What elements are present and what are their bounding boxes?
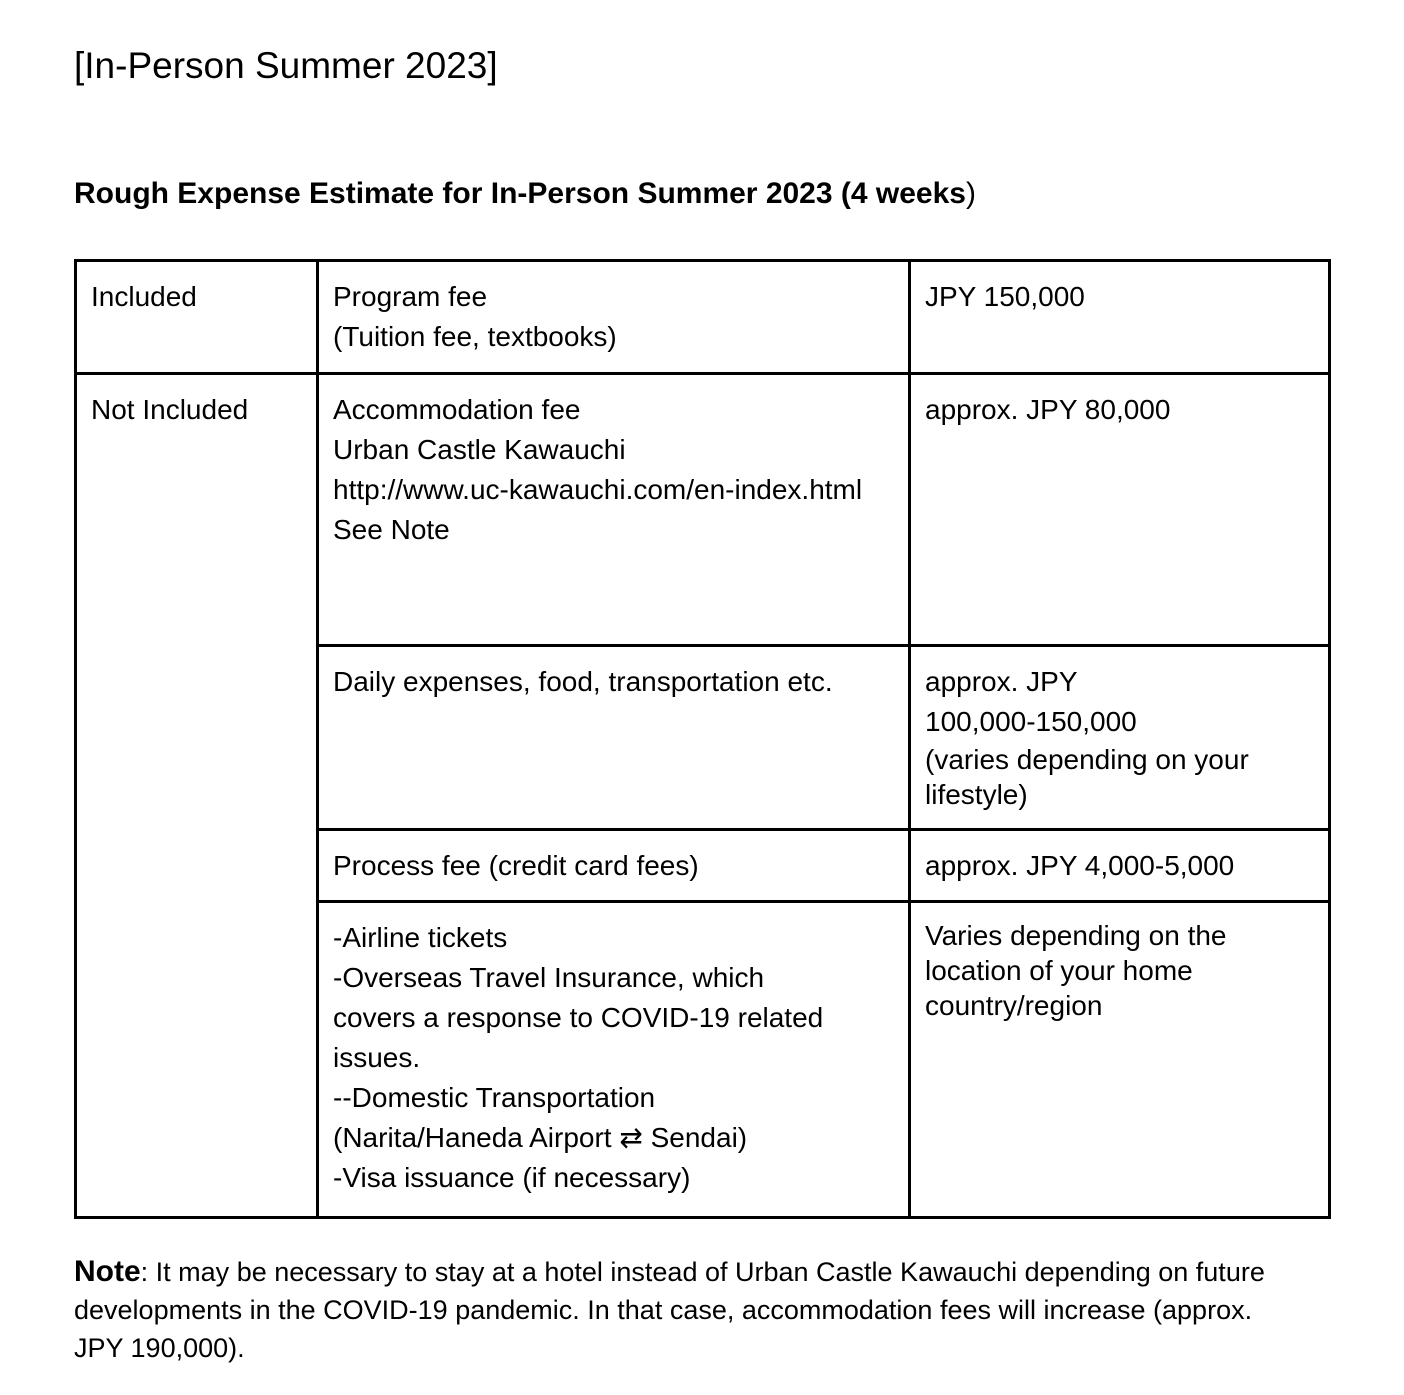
- category-not-included: [76, 374, 318, 1218]
- cost-line: approx. JPY: [925, 666, 1078, 697]
- page-title: [In-Person Summer 2023]: [74, 45, 498, 86]
- description-line: Process fee (credit card fees): [333, 850, 699, 881]
- expense-table: [74, 259, 1331, 1219]
- description-line: See Note: [333, 514, 450, 545]
- cost-line: approx. JPY 80,000: [925, 394, 1171, 425]
- description-line: covers a response to COVID-19 related: [333, 1002, 824, 1033]
- item-description: [318, 902, 910, 1218]
- table-heading-bold: Rough Expense Estimate for In-Person Summer 2023 (4 weeks: [74, 177, 966, 210]
- cost-line: location of your home: [925, 955, 1193, 986]
- cost-line: JPY 150,000: [925, 281, 1085, 312]
- category-label: Not Included: [91, 394, 249, 425]
- note-label: Note: [74, 1255, 141, 1288]
- item-description: [318, 374, 910, 646]
- cost-line: 100,000-150,000: [925, 706, 1137, 737]
- item-cost: [910, 902, 1330, 1218]
- item-cost: [910, 374, 1330, 646]
- table-heading: [74, 175, 976, 213]
- description-line: Program fee: [333, 281, 488, 312]
- category-label: Included: [91, 281, 197, 312]
- description-line: (Tuition fee, textbooks): [333, 321, 617, 352]
- description-line: -Airline tickets: [333, 922, 508, 953]
- cost-line: Varies depending on the: [925, 920, 1227, 951]
- item-description: [318, 261, 910, 374]
- description-line: Accommodation fee: [333, 394, 581, 425]
- item-description: [318, 830, 910, 902]
- note-text: : It may be necessary to stay at a hotel instead of Urban Castle Kawauchi depending on future developments in the COVID-19 pandemic. In that case, accommodation fees will increase (approx. JPY 190,000).: [74, 1257, 1265, 1363]
- cost-line: approx. JPY 4,000-5,000: [925, 850, 1235, 881]
- cost-line: (varies depending on your: [925, 744, 1249, 775]
- table-heading-tail: ): [965, 177, 976, 210]
- cost-line: lifestyle): [925, 779, 1028, 810]
- description-line: issues.: [333, 1042, 421, 1073]
- category-included: [76, 261, 318, 374]
- table-row: [76, 374, 1330, 646]
- description-line: --Domestic Transportation: [333, 1082, 656, 1113]
- description-line: -Overseas Travel Insurance, which: [333, 962, 765, 993]
- description-line: (Narita/Haneda Airport ⇄ Sendai): [333, 1122, 748, 1153]
- item-cost: [910, 830, 1330, 902]
- accommodation-link[interactable]: http://www.uc-kawauchi.com/en-index.html: [333, 474, 863, 505]
- cost-line: country/region: [925, 990, 1103, 1021]
- description-line: -Visa issuance (if necessary): [333, 1162, 691, 1193]
- table-row: [76, 261, 1330, 374]
- description-line: Urban Castle Kawauchi: [333, 434, 626, 465]
- item-cost: [910, 646, 1330, 830]
- note-paragraph: [74, 1253, 1304, 1367]
- description-line: Daily expenses, food, transportation etc.: [333, 666, 833, 697]
- item-description: [318, 646, 910, 830]
- item-cost: [910, 261, 1330, 374]
